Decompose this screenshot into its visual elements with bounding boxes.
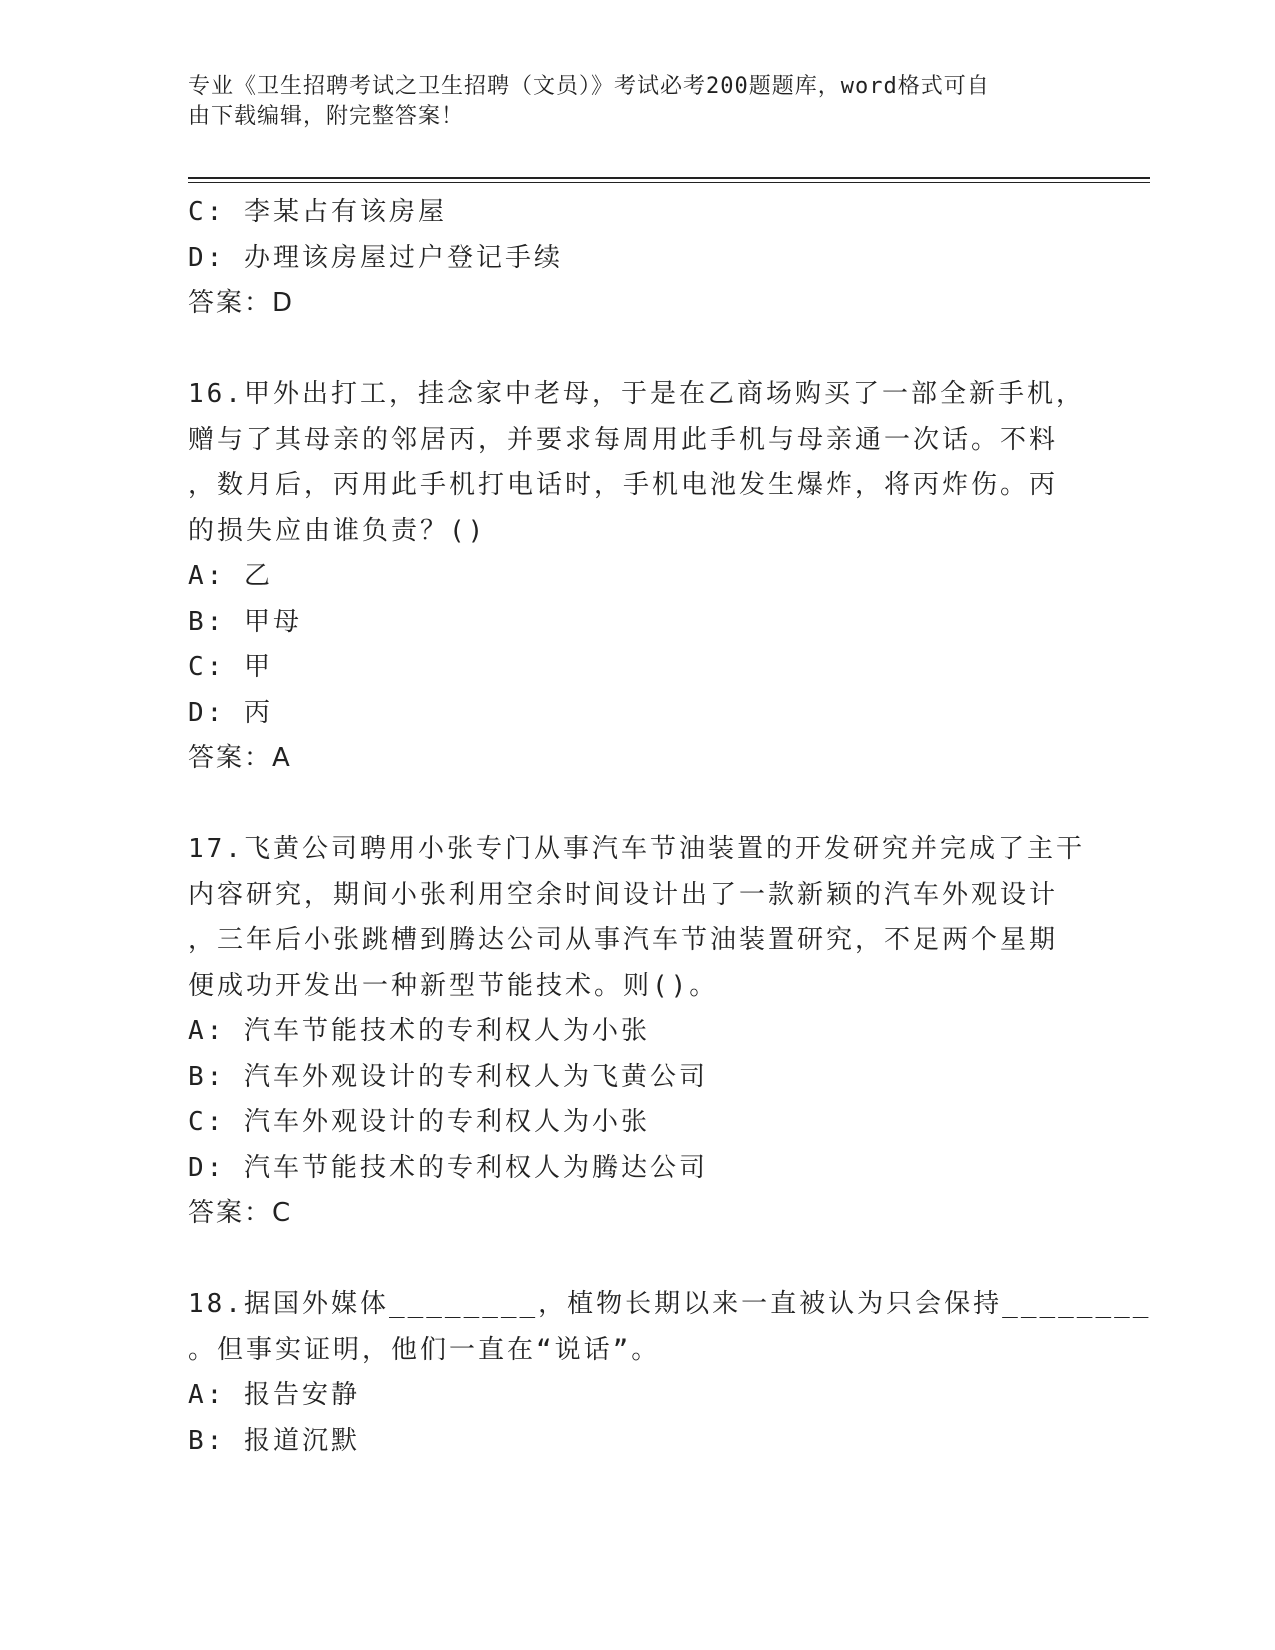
answer: 答案：C: [188, 1198, 293, 1228]
answer: 答案：A: [188, 743, 292, 773]
question-16: [188, 372, 1088, 782]
question-18: [188, 1282, 1152, 1464]
question-stem-line: ，三年后小张跳槽到腾达公司从事汽车节油装置研究，不足两个星期: [188, 925, 1059, 955]
question-stem-line: 内容研究，期间小张利用空余时间设计出了一款新颖的汽车外观设计: [188, 879, 1059, 910]
spacer: [188, 782, 1088, 828]
question-stem-line: 。但事实证明，他们一直在“说话”。: [188, 1334, 661, 1365]
document-header: [188, 72, 1068, 132]
question-content: [188, 190, 1152, 1464]
question-stem-line: 18.据国外媒体________，植物长期以来一直被认为只会保持________: [188, 1289, 1152, 1319]
option-b: B: 报道沉默: [188, 1425, 360, 1456]
question-stem-line: ，数月后，丙用此手机打电话时，手机电池发生爆炸，将丙炸伤。丙: [188, 470, 1059, 500]
question-stem-line: 便成功开发出一种新型节能技术。则()。: [188, 970, 719, 1001]
spacer: [188, 327, 1088, 373]
question-15-tail: [188, 190, 1088, 327]
option-c: C: 甲: [188, 652, 273, 682]
question-stem-line: 17.飞黄公司聘用小张专门从事汽车节油装置的开发研究并完成了主干: [188, 834, 1085, 864]
option-c: C: 李某占有该房屋: [188, 197, 447, 227]
header-line-2: 由下载编辑，附完整答案！: [188, 104, 465, 129]
question-stem-line: 的损失应由谁负责？(): [188, 515, 487, 546]
header-line-1: 专业《卫生招聘考试之卫生招聘（文员）》考试必考200题题库，word格式可自: [188, 74, 990, 99]
option-d: D: 汽车节能技术的专利权人为腾达公司: [188, 1152, 708, 1183]
question-stem-line: 16.甲外出打工，挂念家中老母，于是在乙商场购买了一部全新手机，: [188, 379, 1085, 409]
question-17: [188, 827, 1088, 1237]
option-b: B: 甲母: [188, 606, 302, 637]
option-c: C: 汽车外观设计的专利权人为小张: [188, 1107, 650, 1137]
option-d: D: 丙: [188, 697, 273, 728]
header-divider-thin: [188, 182, 1150, 183]
header-divider-thick: [188, 177, 1150, 179]
option-a: A: 汽车节能技术的专利权人为小张: [188, 1016, 650, 1046]
spacer: [188, 1237, 1088, 1283]
option-a: A: 报告安静: [188, 1380, 360, 1410]
option-b: B: 汽车外观设计的专利权人为飞黄公司: [188, 1061, 708, 1092]
question-stem-line: 赠与了其母亲的邻居丙，并要求每周用此手机与母亲通一次话。不料: [188, 424, 1059, 455]
option-d: D: 办理该房屋过户登记手续: [188, 242, 563, 273]
answer: 答案：D: [188, 288, 295, 318]
option-a: A: 乙: [188, 561, 273, 591]
